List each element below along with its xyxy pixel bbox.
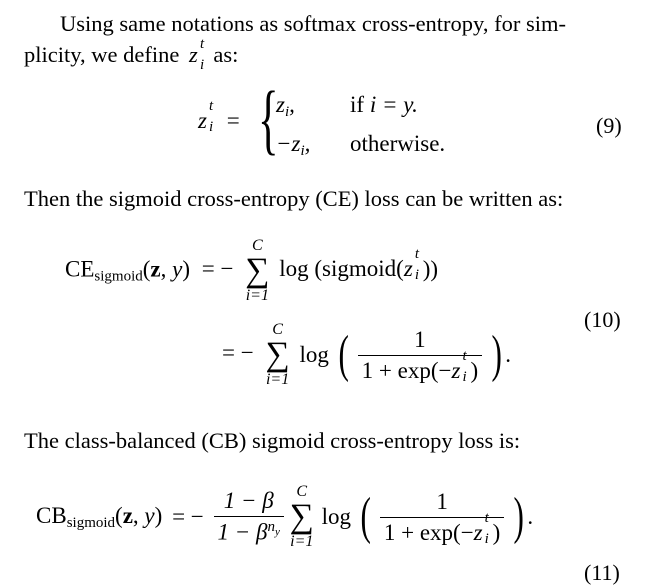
- paragraph-line: Using same notations as softmax cross-entropy, for sim-: [60, 11, 566, 36]
- equation-9-case1-value: zi,: [276, 92, 295, 120]
- equation-number-9: (9): [596, 113, 622, 138]
- equation-number-11: (11): [584, 560, 620, 585]
- summation-symbol: C ∑ i=1: [265, 321, 290, 388]
- paragraph-line: Then the sigmoid cross-entropy (CE) loss can be written as:: [24, 186, 564, 211]
- equation-9-case2-condition: otherwise.: [350, 131, 446, 156]
- equation-10-line-2: = − C ∑ i=1 log ( 1 1 + exp(−z t i ) ) .: [222, 321, 511, 388]
- equation-9-lhs: z t i =: [198, 98, 240, 135]
- paragraph-text: plicity, we define: [24, 42, 180, 67]
- fraction: 1 1 + exp(−z t i ): [358, 327, 482, 384]
- paragraph-line: The class-balanced (CB) sigmoid cross-entropy loss is:: [24, 428, 521, 453]
- paragraph-line: [24, 36, 239, 73]
- summation-symbol: C ∑ i=1: [245, 237, 270, 304]
- summation-symbol: C ∑ i=1: [289, 483, 314, 550]
- paragraph-text: as:: [213, 42, 239, 67]
- left-brace: {: [258, 75, 279, 162]
- fraction: 1 1 + exp(−z t i ): [380, 489, 504, 546]
- equation-10-line-1: CEsigmoid(z, y) = − C ∑ i=1 log (sigmoid(z t i )): [65, 237, 439, 304]
- equation-number-10: (10): [584, 307, 621, 332]
- math-z-i-t: z t i: [188, 36, 205, 73]
- fraction-class-balanced-weight: $\frac{1 - \beta}{1 - \beta^{n_y}}$: [214, 488, 284, 546]
- equation-9-case1-condition: if i = y.: [350, 92, 418, 117]
- equation-11: CBsigmoid(z, y) = − $\frac{1 - \beta}{1 - \beta^{n_y}}$ C ∑ i=1 log ( 1 1 + exp(−z t i ) ) .: [36, 483, 534, 550]
- equation-9-case2-value: −zi,: [276, 131, 311, 159]
